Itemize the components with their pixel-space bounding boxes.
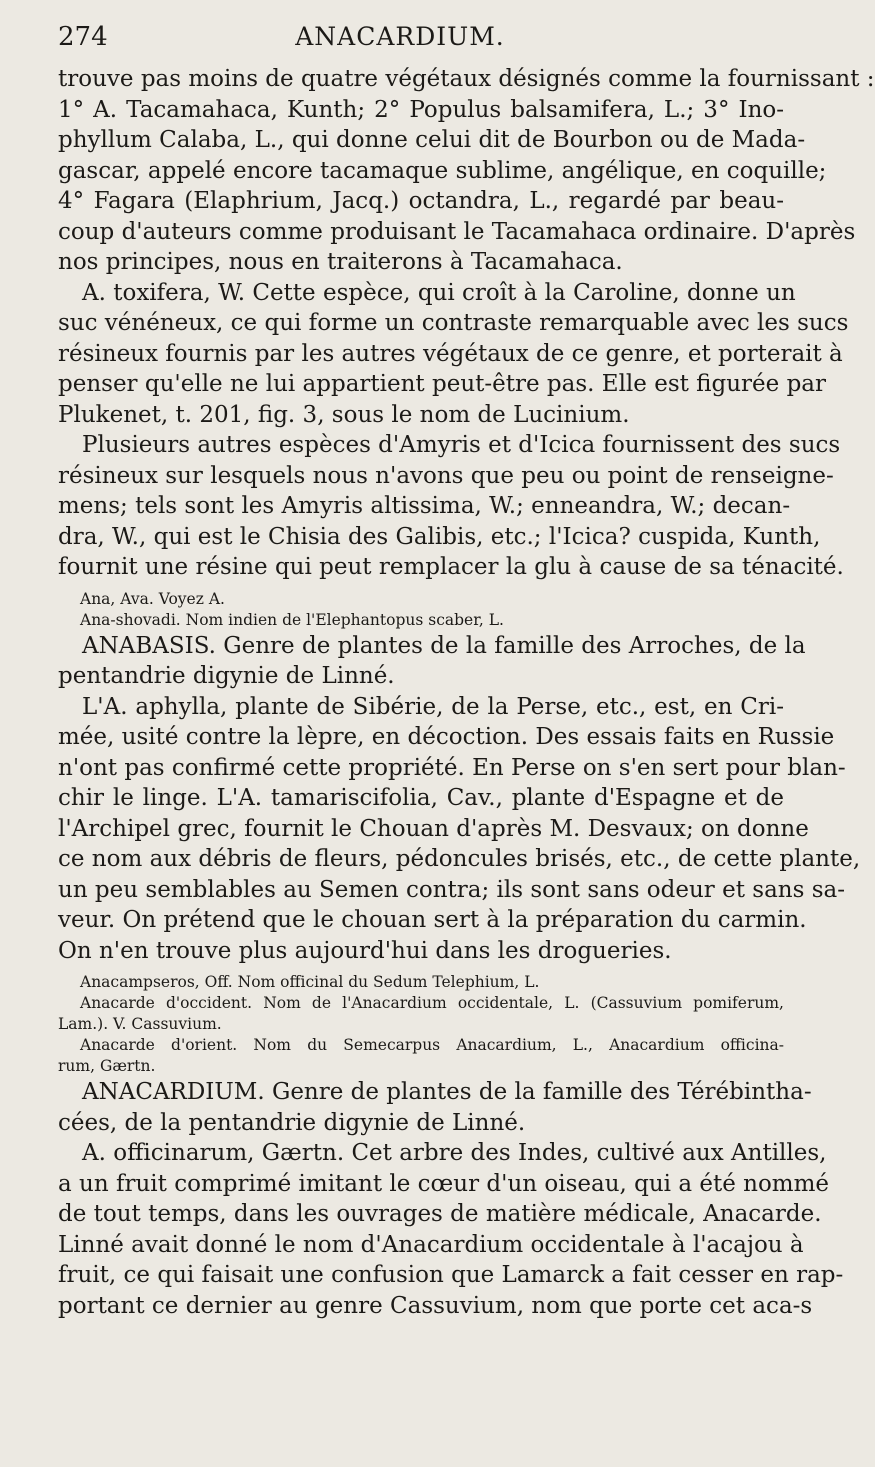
text-line: a un fruit comprimé imitant le cœur d'un oiseau, qui a été nommé [58, 1170, 830, 1197]
glossary-entry-line: Anacarde d'orient. Nom du Semecarpus Anacardium, L., Anacardium officina- [80, 1036, 784, 1054]
text-line: ANACARDIUM. Genre de plantes de la famille des Térébintha- [82, 1079, 812, 1105]
glossary-entry-line: Ana-shovadi. Nom indien de l'Elephantopus scaber, L. [80, 610, 504, 629]
text-line: Linné avait donné le nom d'Anacardium occidentale à l'acajou à [58, 1231, 804, 1258]
text-line: pentandrie digynie de Linné. [58, 663, 395, 689]
text-line: n'ont pas confirmé cette propriété. En Perse on s'en sert pour blan- [58, 754, 846, 781]
text-line: 4° Fagara (Elaphrium, Jacq.) octandra, L., regardé par beau- [58, 188, 784, 214]
glossary-entry-line: Lam.). V. Cassuvium. [58, 1015, 222, 1033]
glossary-entry-line: rum, Gærtn. [58, 1057, 156, 1075]
text-line: ce nom aux débris de fleurs, pédoncules brisés, etc., de cette plante, [58, 846, 861, 872]
text-line: penser qu'elle ne lui appartient peut-être pas. Elle est figurée par [58, 371, 827, 397]
glossary-entry-line: Anacarde d'occident. Nom de l'Anacardium occidentale, L. (Cassuvium pomiferum, [80, 994, 784, 1012]
text-line: fruit, ce qui faisait une confusion que Lamarck a fait cesser en rap- [58, 1262, 844, 1288]
text-line: mée, usité contre la lèpre, en décoction. Des essais faits en Russie [58, 724, 835, 750]
text-line: résineux fournis par les autres végétaux de ce genre, et porterait à [58, 340, 843, 367]
text-line: suc vénéneux, ce qui forme un contraste remarquable avec les sucs [58, 310, 849, 336]
text-line: Plusieurs autres espèces d'Amyris et d'Icica fournissent des sucs [82, 432, 841, 458]
text-line: coup d'auteurs comme produisant le Tacamahaca ordinaire. D'après [58, 218, 856, 245]
text-line: l'Archipel grec, fournit le Chouan d'après M. Desvaux; on donne [58, 815, 809, 842]
text-line: de tout temps, dans les ouvrages de matière médicale, Anacarde. [58, 1201, 822, 1227]
text-line: Plukenet, t. 201, fig. 3, sous le nom de Lucinium. [58, 401, 630, 428]
page-body [58, 64, 875, 1321]
text-line: dra, W., qui est le Chisia des Galibis, etc.; l'Icica? cuspida, Kunth, [58, 523, 821, 550]
text-line: phyllum Calaba, L., qui donne celui dit de Bourbon ou de Mada- [58, 127, 806, 153]
text-line: portant ce dernier au genre Cassuvium, nom que porte cet aca-s [58, 1292, 813, 1319]
text-line: ANABASIS. Genre de plantes de la famille des Arroches, de la [82, 632, 806, 659]
text-line: gascar, appelé encore tacamaque sublime, angélique, en coquille; [58, 157, 827, 184]
text-line: A. officinarum, Gærtn. Cet arbre des Indes, cultivé aux Antilles, [82, 1140, 827, 1166]
text-line: un peu semblables au Semen contra; ils sont sans odeur et sans sa- [58, 876, 845, 903]
glossary-entry-line: Anacampseros, Off. Nom officinal du Sedum Telephium, L. [80, 973, 540, 991]
text-line: A. toxifera, W. Cette espèce, qui croît à la Caroline, donne un [82, 279, 796, 306]
glossary-entry-line: Ana, Ava. Voyez A. [80, 589, 225, 608]
text-line: veur. On prétend que le chouan sert à la préparation du carmin. [58, 907, 807, 933]
page-header [0, 0, 800, 60]
page-number: 274 [58, 22, 108, 52]
text-line: cées, de la pentandrie digynie de Linné. [58, 1109, 526, 1136]
text-line: résineux sur lesquels nous n'avons que peu ou point de renseigne- [58, 462, 834, 489]
text-line: chir le linge. L'A. tamariscifolia, Cav., plante d'Espagne et de [58, 785, 784, 811]
running-title: ANACARDIUM. [295, 22, 505, 51]
text-line: fournit une résine qui peut remplacer la glu à cause de sa ténacité. [58, 554, 844, 580]
text-line: trouve pas moins de quatre végétaux désignés comme la fournissant : [58, 66, 875, 92]
text-line: mens; tels sont les Amyris altissima, W.; enneandra, W.; decan- [58, 493, 791, 519]
text-line: nos principes, nous en traiterons à Tacamahaca. [58, 249, 623, 275]
text-line: 1° A. Tacamahaca, Kunth; 2° Populus balsamifera, L.; 3° Ino- [58, 96, 784, 123]
text-line: L'A. aphylla, plante de Sibérie, de la Perse, etc., est, en Cri- [82, 693, 784, 720]
text-line: On n'en trouve plus aujourd'hui dans les drogueries. [58, 937, 672, 964]
